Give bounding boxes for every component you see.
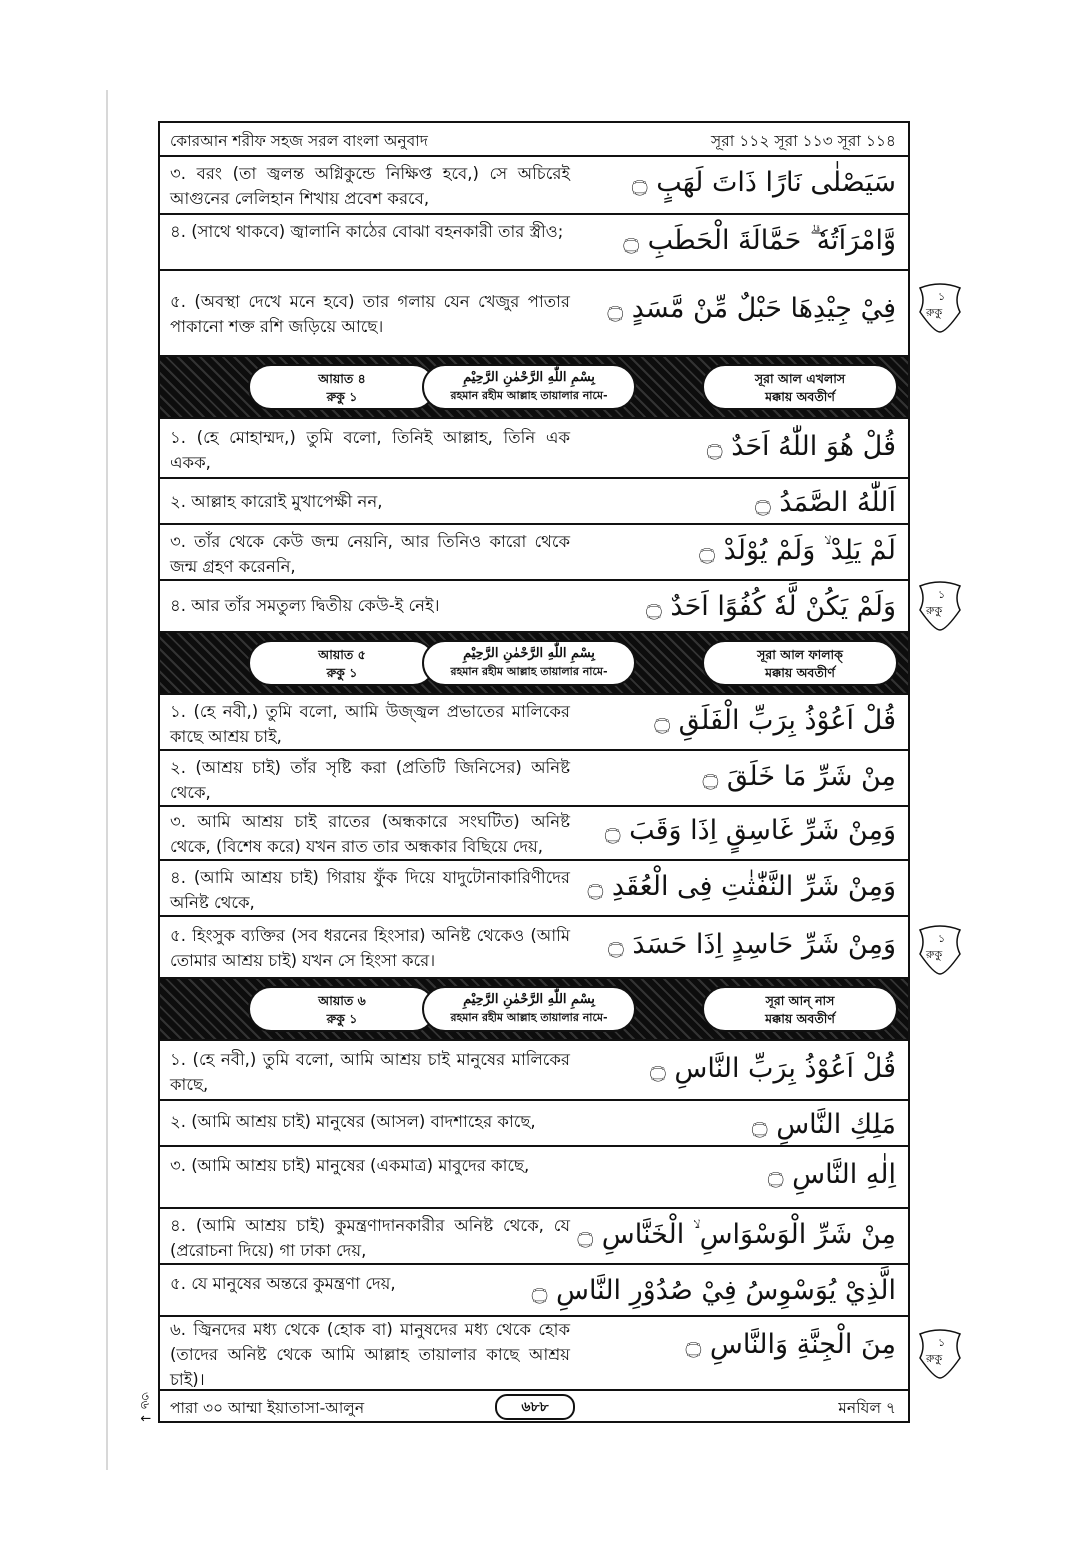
ruku-label: রুকু: [926, 948, 943, 961]
sura-name-box: সূরা আন্ নাস মক্কায় অবতীর্ণ: [702, 986, 898, 1032]
verse-arabic: مِنْ شَرِّ الْوَسْوَاسِ ۙ الْخَنَّاسِ ۝: [577, 1219, 896, 1250]
ruku-label: রুকু: [926, 306, 943, 319]
ruku-number: ১: [938, 932, 946, 945]
ruku-number: ১: [938, 1336, 946, 1349]
page-gutter-line: [106, 90, 108, 1470]
ruku-marker: [916, 282, 964, 334]
verse-arabic: وَلَمْ يَكُنْ لَّهٗ كُفُوًا اَحَدٌ ۝: [646, 591, 896, 622]
verse-translation: ৩. বরং (তা জ্বলন্ত অগ্নিকুন্ডে নিক্ষিপ্ত হবে,) সে অচিরেই আগুনের লেলিহান শিখায় প্রবেশ করবে,: [170, 164, 570, 208]
page-number: ৬৮৮: [495, 1394, 575, 1420]
quran-page: [158, 121, 910, 1423]
verse-row: [160, 1101, 908, 1147]
bismillah-box: بِسْمِ اللّٰهِ الرَّحْمٰنِ الرَّحِيْمِ রহমান রহীম আল্লাহ তায়ালার নামে-: [422, 364, 636, 410]
verse-translation: ৬. জ্বিনদের মধ্য থেকে (হোক বা) মানুষদের মধ্য থেকে হোক (তাদের অনিষ্ট থেকে আমি আল্লাহ তায়ালার কাছে আশ্রয় চাই)।: [170, 1320, 570, 1389]
verse-translation: ২. (আমি আশ্রয় চাই) মানুষের (আসল) বাদশাহের কাছে,: [170, 1112, 536, 1131]
verse-translation: ১. (হে মোহাম্মদ,) তুমি বলো, তিনিই আল্লাহ, তিনি এক একক,: [170, 428, 570, 472]
verse-arabic: اَللّٰهُ الصَّمَدُ ۝: [754, 487, 896, 518]
verse-row: [160, 807, 908, 861]
ruku-marker: [916, 1328, 964, 1380]
verse-row: [160, 695, 908, 751]
verse-row: [160, 917, 908, 979]
verse-translation: ৫. হিংসুক ব্যক্তির (সব ধরনের হিংসার) অনিষ্ট থেকেও (আমি তোমার আশ্রয় চাই) যখন সে হিংসা করে।: [170, 926, 570, 970]
sura-banner-ikhlas: [160, 357, 908, 419]
ruku-marker: [916, 580, 964, 632]
verse-translation: ৫. (অবস্থা দেখে মনে হবে) তার গলায় যেন খেজুর পাতার পাকানো শক্ত রশি জড়িয়ে আছে।: [170, 292, 570, 336]
verse-row: [160, 525, 908, 581]
verse-arabic: وَّامْرَاَتُهٗ ۗ حَمَّالَةَ الْحَطَبِ ۝: [623, 225, 896, 256]
ruku-number: ১: [938, 290, 946, 303]
verse-translation: ৪. (আমি আশ্রয় চাই) গিরায় ফুঁক দিয়ে যাদুটোনাকারিণীদের অনিষ্ট থেকে,: [170, 868, 570, 912]
sura-banner-falaq: [160, 633, 908, 695]
verse-translation: ৩. আমি আশ্রয় চাই রাতের (অন্ধকারে সংঘটিত) অনিষ্ট থেকে, (বিশেষ করে) যখন রাত তার অন্ধকার বিছিয়ে দেয়,: [170, 812, 570, 856]
sura-name-box: সূরা আল ফালাক্ মক্কায় অবতীর্ণ: [702, 640, 898, 686]
verse-row: [160, 861, 908, 917]
verse-translation: ১. (হে নবী,) তুমি বলো, আমি উজ্জ্বল প্রভাতের মালিকের কাছে আশ্রয় চাই,: [170, 702, 570, 746]
sura-banner-nas: [160, 979, 908, 1041]
verse-translation: ৪. আর তাঁর সমতুল্য দ্বিতীয় কেউ-ই নেই।: [170, 596, 440, 615]
verse-row: [160, 215, 908, 271]
bismillah-box: بِسْمِ اللّٰهِ الرَّحْمٰنِ الرَّحِيْمِ রহমান রহীম আল্লাহ তায়ালার নামে-: [422, 986, 636, 1032]
verse-translation: ৩. (আমি আশ্রয় চাই) মানুষের (একমাত্র) মাবুদের কাছে,: [170, 1156, 530, 1175]
verse-translation: ২. আল্লাহ কারোই মুখাপেক্ষী নন,: [170, 492, 383, 511]
verse-arabic: اِلٰهِ النَّاسِ ۝: [767, 1159, 896, 1190]
verse-row: [160, 1317, 908, 1393]
book-title: কোরআন শরীফ সহজ সরল বাংলা অনুবাদ: [170, 132, 428, 150]
sura-range: সূরা ১১২ সূরা ১১৩ সূরা ১১৪: [711, 132, 896, 150]
ruku-label: রুকু: [926, 604, 943, 617]
side-mark: ৩৬ ↓: [137, 1392, 152, 1424]
verse-translation: ২. (আশ্রয় চাই) তাঁর সৃষ্টি করা (প্রতিটি জিনিসের) অনিষ্ট থেকে,: [170, 758, 570, 802]
verse-arabic: مِنَ الْجِنَّةِ وَالنَّاسِ ۝: [685, 1329, 896, 1360]
verse-arabic: وَمِنْ شَرِّ غَاسِقٍ اِذَا وَقَبَ ۝: [604, 815, 896, 846]
bismillah-box: بِسْمِ اللّٰهِ الرَّحْمٰنِ الرَّحِيْمِ রহমান রহীম আল্লাহ তায়ালার নামে-: [422, 640, 636, 686]
verse-translation: ৫. যে মানুষের অন্তরে কুমন্ত্রণা দেয়,: [170, 1274, 396, 1293]
verse-row: [160, 1209, 908, 1265]
verse-arabic: وَمِنْ شَرِّ حَاسِدٍ اِذَا حَسَدَ ۝: [607, 929, 896, 960]
verse-translation: ১. (হে নবী,) তুমি বলো, আমি আশ্রয় চাই মানুষের মালিকের কাছে,: [170, 1050, 570, 1094]
verse-arabic: مَلِكِ النَّاسِ ۝: [751, 1109, 896, 1140]
verse-arabic: وَمِنْ شَرِّ النَّفّٰثٰتِ فِى الْعُقَدِ ۝: [587, 871, 896, 902]
ruku-label: রুকু: [926, 1352, 943, 1365]
verse-arabic: قُلْ اَعُوْذُ بِرَبِّ الْفَلَقِ ۝: [654, 705, 896, 736]
page-footer: [160, 1389, 908, 1421]
verse-arabic: قُلْ اَعُوْذُ بِرَبِّ النَّاسِ ۝: [650, 1053, 896, 1084]
verse-row: [160, 1265, 908, 1317]
verse-row: [160, 157, 908, 215]
verse-row: [160, 1041, 908, 1101]
verse-row: [160, 419, 908, 479]
verse-arabic: سَيَصْلٰى نَارًا ذَاتَ لَهَبٍ ۝: [631, 167, 896, 198]
verse-arabic: قُلْ هُوَ اللّٰهُ اَحَدٌ ۝: [706, 431, 896, 462]
verse-arabic: مِنْ شَرِّ مَا خَلَقَ ۝: [702, 761, 896, 792]
verse-translation: ৪. (সাথে থাকবে) জ্বালানি কাঠের বোঝা বহনকারী তার স্ত্রীও;: [170, 222, 564, 241]
verse-arabic: لَمْ يَلِدْ ۙ وَلَمْ يُوْلَدْ ۝: [699, 535, 896, 566]
ayat-info: আয়াত ৫ রুকু ১: [248, 640, 436, 686]
sura-name-box: সূরা আল এখলাস মক্কায় অবতীর্ণ: [702, 364, 898, 410]
verse-translation: ৪. (আমি আশ্রয় চাই) কুমন্ত্রণাদানকারীর অনিষ্ট থেকে, যে (প্ররোচনা দিয়ে) গা ঢাকা দেয়,: [170, 1216, 570, 1260]
page-header: [160, 123, 908, 157]
para-label: পারা ৩০ আম্মা ইয়াতাসা-আলুন: [170, 1399, 365, 1417]
verse-row: [160, 1147, 908, 1209]
verse-translation: ৩. তাঁর থেকে কেউ জন্ম নেয়নি, আর তিনিও কারো থেকে জন্ম গ্রহণ করেননি,: [170, 532, 570, 576]
ruku-marker: [916, 924, 964, 976]
verse-row: [160, 581, 908, 633]
ruku-number: ১: [938, 588, 946, 601]
ayat-info: আয়াত ৬ রুকু ১: [248, 986, 436, 1032]
ayat-info: আয়াত ৪ রুকু ১: [248, 364, 436, 410]
verse-row: [160, 271, 908, 357]
verse-row: [160, 479, 908, 525]
verse-arabic: فِيْ جِيْدِهَا حَبْلٌ مِّنْ مَّسَدٍ ۝: [607, 293, 896, 324]
manzil-label: মনযিল ৭: [838, 1399, 896, 1417]
verse-row: [160, 751, 908, 807]
verse-arabic: الَّذِيْ يُوَسْوِسُ فِيْ صُدُوْرِ النَّاسِ ۝: [531, 1275, 896, 1306]
